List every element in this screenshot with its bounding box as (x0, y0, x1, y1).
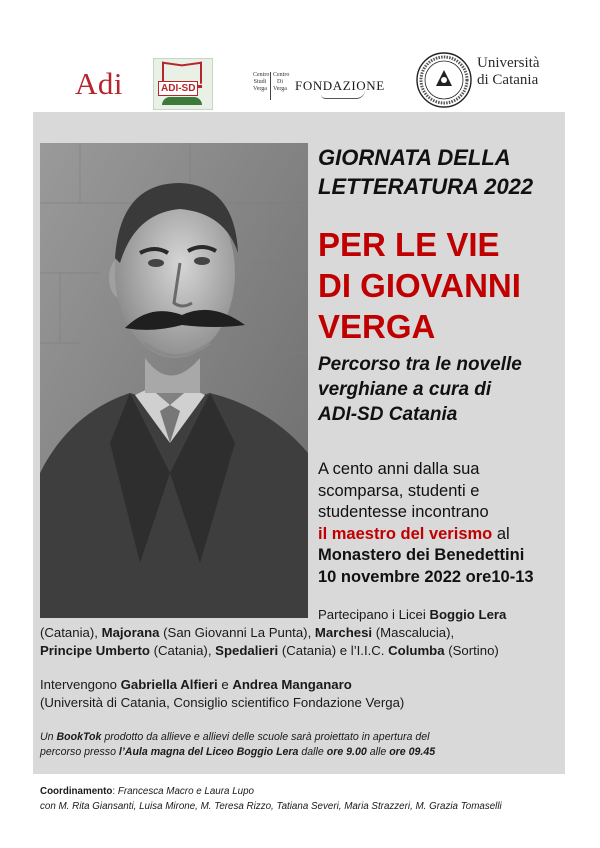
partecipano-text: (Sortino) (444, 643, 499, 658)
school-majorana: Majorana (101, 625, 160, 640)
main-title-line2: DI GIOVANNI (318, 267, 521, 304)
unict-line1: Università (477, 55, 540, 71)
fondazione-verga-logo (295, 78, 385, 94)
school-principe-umberto: Principe Umberto (40, 643, 150, 658)
booktok-text: alle (366, 746, 390, 758)
subtitle-line3: ADI-SD Catania (318, 404, 458, 425)
partecipano-text: (Catania), (149, 643, 216, 658)
partecipano-list (40, 624, 560, 660)
partecipano-heading (318, 606, 506, 624)
booktok-text: percorso presso (40, 746, 119, 758)
adisd-logo-label: ADI-SD (158, 81, 198, 96)
subtitle (318, 352, 566, 427)
university-seal-icon (414, 50, 474, 110)
booktok-text: prodotto da allieve e allievi delle scuole sarà proiettato in apertura del (101, 731, 430, 743)
event-place: Monastero dei Benedettini (318, 546, 525, 564)
centro-logo-right-text: Centro Di Verga (273, 72, 290, 92)
coordinamento-footer (40, 784, 580, 814)
main-title-line3: VERGA (318, 308, 436, 345)
partecipano-text: (San Giovanni La Punta), (159, 625, 315, 640)
intro-al: al (492, 524, 510, 543)
booktok-line1 (40, 730, 560, 745)
school-spedalieri: Spedalieri (215, 643, 279, 658)
fondazione-logo-text: FONDAZIONE (295, 78, 385, 93)
booktok-note (40, 730, 560, 760)
intervengono-and: e (217, 677, 233, 692)
signature-icon (321, 90, 365, 99)
coordinamento-label: Coordinamento (40, 786, 113, 797)
intro-text (318, 459, 568, 588)
portrait-illustration (40, 143, 308, 618)
centro-studi-logo (253, 72, 289, 100)
main-title-line1: PER LE VIE (318, 226, 500, 263)
speaker-manganaro: Andrea Manganaro (232, 677, 352, 692)
partecipano-text: (Mascalucia), (372, 625, 455, 640)
intro-line3: studentesse incontrano (318, 503, 489, 521)
collaborators-list: con M. Rita Giansanti, Luisa Mirone, M. Teresa Rizzo, Tatiana Severi, Maria Strazzeri, M. Grazia Tomaselli (40, 801, 502, 812)
booktok-end: ore 09.45 (389, 746, 436, 758)
partecipano-text: (Catania), (40, 625, 102, 640)
centro-logo-divider (270, 72, 271, 100)
subtitle-line1: Percorso tra le novelle (318, 354, 522, 375)
giovanni-verga-portrait (40, 143, 308, 618)
booktok-text: Un (40, 731, 57, 743)
school-boggio-lera: Boggio Lera (429, 607, 507, 622)
coordinamento-colon: : (112, 786, 118, 797)
booktok-line2 (40, 745, 560, 760)
adisd-logo (153, 58, 213, 110)
intro-line1: A cento anni dalla sua (318, 460, 480, 478)
booktok-start: ore 9.00 (326, 746, 367, 758)
intervengono-lead: Intervengono (40, 677, 121, 692)
logo-strip (0, 0, 600, 112)
partecipano-text: (Catania) e l’I.I.C. (278, 643, 389, 658)
booktok-venue: l’Aula magna del Liceo Boggio Lera (118, 746, 299, 758)
event-title (318, 143, 566, 201)
leaf-icon (162, 97, 202, 105)
adi-logo: Adi (75, 66, 123, 101)
intro-line2: scomparsa, studenti e (318, 481, 480, 500)
subtitle-line2: verghiane a cura di (318, 379, 492, 400)
event-title-line2: LETTERATURA 2022 (318, 174, 534, 199)
school-columba: Columba (388, 643, 445, 658)
event-title-line1: GIORNATA DELLA (318, 145, 511, 170)
verismo-highlight: il maestro del verismo (318, 524, 493, 543)
partecipano-lead: Partecipano i Licei (318, 607, 430, 622)
unict-line2: di Catania (477, 72, 539, 88)
speaker-alfieri: Gabriella Alfieri (120, 677, 218, 692)
coordinamento-line1 (40, 784, 580, 799)
event-date: 10 novembre 2022 ore10-13 (318, 567, 534, 586)
partecipano-line1 (40, 624, 560, 642)
intervengono-line1 (40, 676, 560, 694)
coordinamento-names: Francesca Macro e Laura Lupo (117, 786, 254, 797)
intro-line4 (318, 524, 568, 546)
booktok-label: BookTok (56, 731, 102, 743)
coordinamento-line2 (40, 799, 580, 814)
main-title (318, 224, 566, 347)
intervengono-section (40, 676, 560, 712)
school-marchesi: Marchesi (314, 625, 373, 640)
booktok-text: dalle (298, 746, 327, 758)
partecipano-line2 (40, 642, 560, 660)
universita-catania-logo (477, 55, 539, 89)
intervengono-line2: (Università di Catania, Consiglio scientifico Fondazione Verga) (40, 695, 405, 710)
centro-logo-left-text: Centro Studi Verga (253, 72, 270, 92)
